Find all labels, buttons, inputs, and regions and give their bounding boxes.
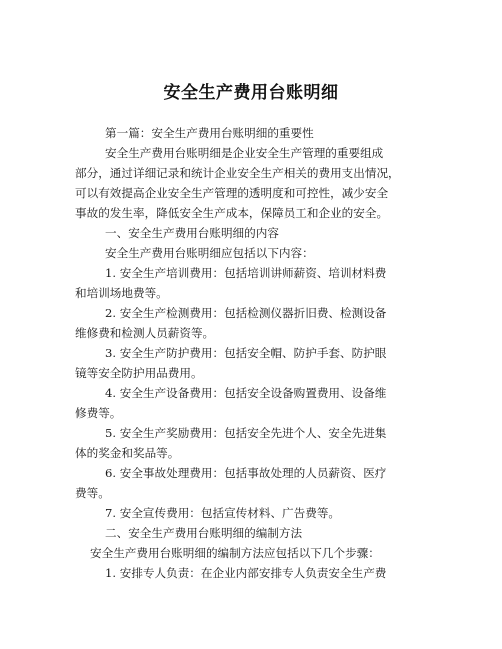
list-item: 3. 安全生产防护费用：包括安全帽、防护手套、防护眼: [105, 346, 387, 360]
section-heading: 一、安全生产费用台账明细的内容: [105, 226, 279, 240]
body-line: 事故的发生率，降低安全生产成本，保障员工和企业的安全。: [75, 206, 389, 220]
list-item: 2. 安全生产检测费用：包括检测仪器折旧费、检测设备: [105, 306, 387, 320]
list-item-continuation: 维修费和检测人员薪资等。: [75, 326, 215, 340]
body-line: 安全生产费用台账明细是企业安全生产管理的重要组成: [105, 146, 384, 160]
section-heading: 二、安全生产费用台账明细的编制方法: [105, 526, 303, 540]
body-line: 部分，通过详细记录和统计企业安全生产相关的费用支出情况，: [75, 166, 400, 180]
list-item: 5. 安全生产奖励费用：包括安全先进个人、安全先进集: [105, 426, 387, 440]
list-item-continuation: 体的奖金和奖品等。: [75, 446, 180, 460]
list-item: 1. 安全生产培训费用：包括培训讲师薪资、培训材料费: [105, 266, 387, 280]
list-item: 7. 安全宣传费用：包括宣传材料、广告费等。: [105, 506, 341, 520]
section-heading: 第一篇：安全生产费用台账明细的重要性: [105, 126, 314, 140]
body-line: 安全生产费用台账明细的编制方法应包括以下几个步骤：: [90, 546, 380, 560]
list-item-continuation: 和培训场地费等。: [75, 286, 168, 300]
list-item: 1. 安排专人负责：在企业内部安排专人负责安全生产费: [105, 566, 387, 580]
document-title: 安全生产费用台账明细: [163, 83, 339, 103]
list-item-continuation: 修费等。: [75, 406, 122, 420]
list-item-continuation: 镜等安全防护用品费用。: [75, 366, 203, 380]
body-line: 可以有效提高企业安全生产管理的透明度和可控性，减少安全: [75, 186, 389, 200]
list-item-continuation: 费等。: [75, 486, 110, 500]
body-line: 安全生产费用台账明细应包括以下内容：: [105, 246, 314, 260]
list-item: 6. 安全事故处理费用：包括事故处理的人员薪资、医疗: [105, 466, 387, 480]
list-item: 4. 安全生产设备费用：包括安全设备购置费用、设备维: [105, 386, 387, 400]
